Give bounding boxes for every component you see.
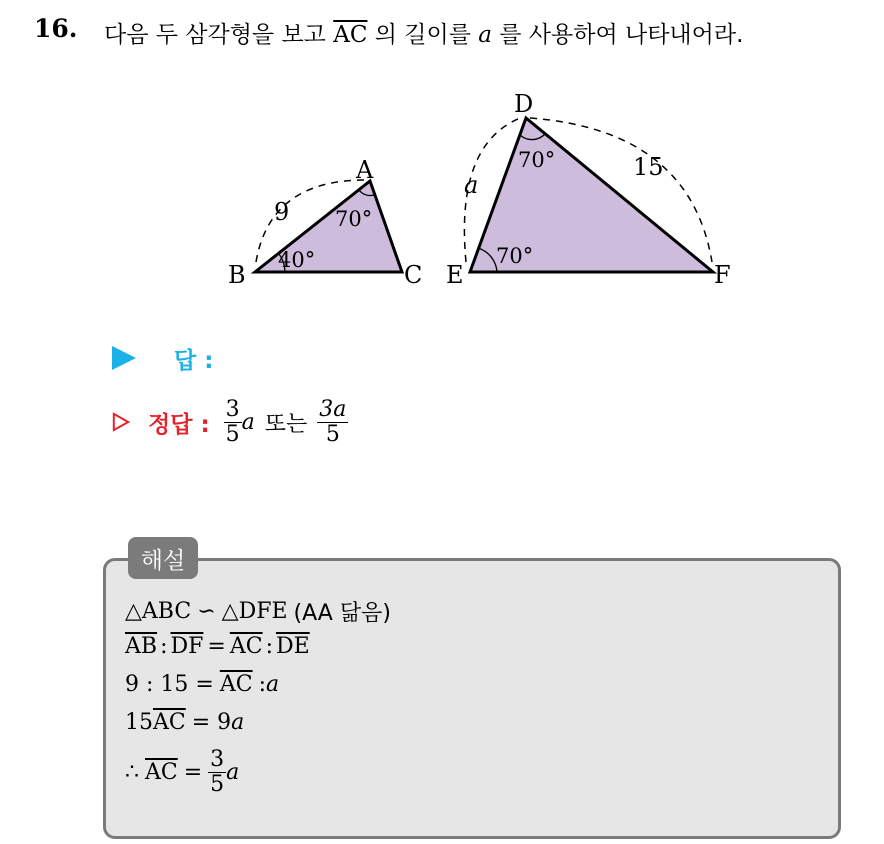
- equals: =: [183, 760, 203, 785]
- label-f: F: [714, 261, 731, 289]
- ratio-text: 9 : 15 =: [125, 672, 214, 697]
- fraction-numerator: 3: [210, 747, 225, 772]
- similar-symbol: ∽: [197, 599, 216, 624]
- label-angle-b: 40°: [278, 248, 316, 272]
- fraction-denominator: 5: [225, 421, 240, 447]
- fraction-numerator: 3a: [319, 396, 347, 422]
- question-text-before: 다음 두 삼각형을 보고: [104, 22, 334, 48]
- solution-variable: a: [241, 409, 255, 435]
- segment-ac: $\overline{AC}$: [145, 760, 178, 785]
- explanation-tag: 해설: [128, 537, 198, 579]
- fraction-denominator: 5: [210, 772, 225, 797]
- label-c: C: [404, 261, 423, 289]
- question-number: 16.: [34, 14, 78, 43]
- fraction-3a-5: [317, 398, 348, 447]
- segment-de: $\overline{DE}$: [275, 634, 310, 659]
- label-side-15: 15: [633, 153, 664, 181]
- segment-ac: $\overline{AC}$: [229, 634, 263, 659]
- segment-df: $\overline{DF}$: [170, 634, 204, 659]
- coefficient-15: 15: [125, 710, 153, 735]
- solution-math: [224, 398, 349, 447]
- segment-ab: $\overline{AB}$: [125, 634, 158, 659]
- explanation-line-3: [125, 672, 279, 697]
- label-a: A: [356, 156, 374, 184]
- label-side-a: a: [464, 171, 479, 199]
- explanation-line-5: [125, 748, 239, 797]
- aa-similarity-note: (AA 닮음): [293, 601, 391, 626]
- colon: :: [258, 672, 266, 697]
- solution-row: [112, 392, 348, 452]
- label-d: D: [514, 90, 534, 118]
- segment-ac: $\overline{AC}$: [333, 22, 368, 48]
- segment-ac: $\overline{AC}$: [219, 672, 253, 697]
- label-e: E: [446, 261, 464, 289]
- label-angle-a: 70°: [335, 207, 373, 231]
- answer-label: 답 :: [174, 347, 214, 374]
- equals-9: = 9: [191, 710, 232, 735]
- fraction-3-5: [224, 398, 242, 447]
- label-angle-d: 70°: [518, 148, 556, 172]
- variable-a: a: [265, 672, 280, 697]
- label-angle-e: 70°: [496, 244, 534, 268]
- explanation-line-2: [125, 634, 310, 659]
- or-word: 또는: [264, 411, 308, 437]
- triangle-abc-text: △ABC: [125, 599, 192, 624]
- explanation-line-1: [125, 596, 391, 627]
- explanation-line-4: [125, 710, 244, 735]
- equals: =: [207, 634, 226, 659]
- triangle-dfe-text: △DFE: [221, 599, 288, 624]
- solution-label: 정답 :: [148, 411, 210, 438]
- triangle-figure: [0, 0, 884, 320]
- label-b: B: [228, 261, 246, 289]
- play-arrow-icon: [112, 346, 136, 370]
- variable-a: a: [226, 760, 240, 785]
- label-side-9: 9: [274, 198, 290, 226]
- question-text-after: 를 사용하여 나타내어라.: [491, 22, 744, 48]
- colon: :: [265, 634, 273, 659]
- answer-row: [112, 340, 213, 376]
- fraction-numerator: 3: [225, 396, 240, 422]
- variable-a: a: [231, 710, 245, 735]
- outline-arrow-icon: [112, 412, 130, 432]
- fraction-denominator: 5: [325, 421, 340, 447]
- therefore-symbol: ∴: [125, 760, 139, 785]
- segment-ac: $\overline{AC}$: [153, 710, 186, 735]
- colon: :: [160, 634, 168, 659]
- question-text-mid: 의 길이를: [367, 22, 479, 48]
- variable-a: a: [478, 22, 492, 48]
- fraction-3-5: [208, 748, 226, 797]
